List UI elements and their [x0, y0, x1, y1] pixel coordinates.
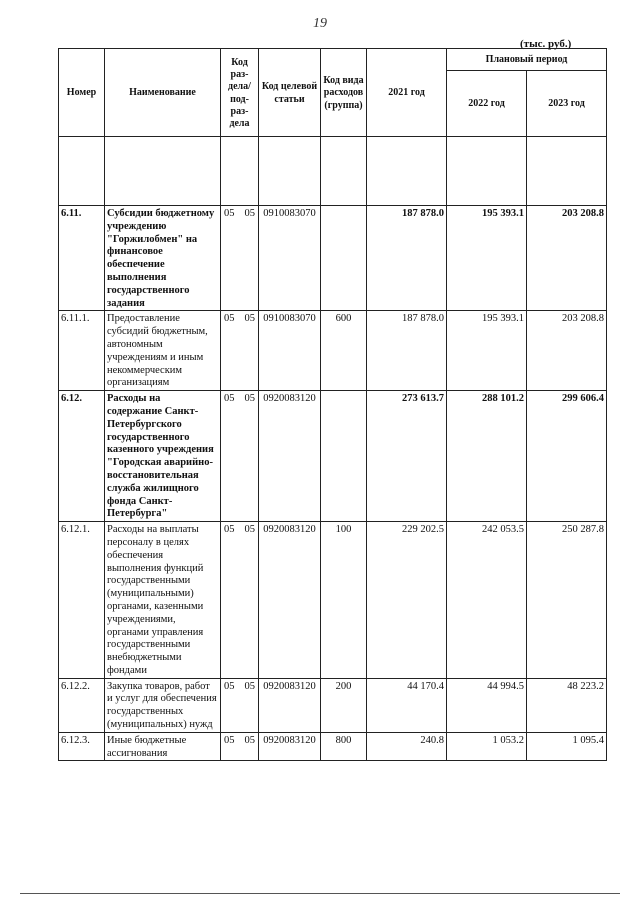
header-planning-period: Плановый период	[447, 49, 607, 71]
row-section-code	[221, 522, 259, 679]
row-value-2021: 273 613.7	[367, 391, 447, 522]
row-subsection: 05	[244, 524, 255, 536]
table-row	[59, 678, 607, 732]
row-value-2021: 229 202.5	[367, 522, 447, 679]
table-body	[59, 206, 607, 761]
row-section-code	[221, 732, 259, 761]
header-name: Наименование	[105, 49, 221, 137]
table-row	[59, 391, 607, 522]
row-section-code	[221, 678, 259, 732]
table-row	[59, 732, 607, 761]
row-section: 05	[224, 393, 235, 405]
row-section-code	[221, 206, 259, 311]
row-value-2023: 203 208.8	[527, 311, 607, 391]
row-target-code: 0920083120	[259, 522, 321, 679]
header-year-2022: 2022 год	[447, 71, 527, 137]
row-expense-type	[321, 206, 367, 311]
row-value-2021: 187 878.0	[367, 206, 447, 311]
page-number: 19	[313, 16, 327, 31]
row-name: Субсидии бюджетному учреждению "Горжилобмен" на финансовое обеспечение выполнения государственного задания	[105, 206, 221, 311]
row-expense-type: 600	[321, 311, 367, 391]
header-section-code: Код раз- дела/ под- раз- дела	[221, 49, 259, 137]
row-target-code: 0910083070	[259, 311, 321, 391]
row-value-2022: 195 393.1	[447, 311, 527, 391]
row-value-2022: 242 053.5	[447, 522, 527, 679]
row-expense-type: 200	[321, 678, 367, 732]
row-section-code	[221, 311, 259, 391]
row-name: Иные бюджетные ассигнования	[105, 732, 221, 761]
header-year-2023: 2023 год	[527, 71, 607, 137]
row-section: 05	[224, 734, 235, 746]
row-value-2023: 1 095.4	[527, 732, 607, 761]
table-row	[59, 206, 607, 311]
row-subsection: 05	[244, 680, 255, 692]
row-value-2022: 1 053.2	[447, 732, 527, 761]
row-name: Расходы на выплаты персоналу в целях обеспечения выполнения функций государственными (муниципальными) органами, казенными учреждениями, органами управления государственными внебюджетными фондами	[105, 522, 221, 679]
row-value-2021: 240.8	[367, 732, 447, 761]
table-row	[59, 522, 607, 679]
row-target-code: 0920083120	[259, 391, 321, 522]
row-value-2021: 187 878.0	[367, 311, 447, 391]
row-number: 6.12.3.	[59, 732, 105, 761]
row-subsection: 05	[244, 393, 255, 405]
row-subsection: 05	[244, 313, 255, 325]
row-number: 6.12.2.	[59, 678, 105, 732]
row-expense-type: 800	[321, 732, 367, 761]
row-name: Закупка товаров, работ и услуг для обеспечения государственных (муниципальных) нужд	[105, 678, 221, 732]
row-section-code	[221, 391, 259, 522]
row-number: 6.12.1.	[59, 522, 105, 679]
units-label: (тыс. руб.)	[520, 38, 572, 50]
row-section: 05	[224, 680, 235, 692]
header-year-2021: 2021 год	[367, 49, 447, 137]
header-target-code: Код целевой статьи	[259, 49, 321, 137]
row-value-2022: 44 994.5	[447, 678, 527, 732]
row-number: 6.11.1.	[59, 311, 105, 391]
row-value-2022: 288 101.2	[447, 391, 527, 522]
table-row	[59, 311, 607, 391]
bottom-rule	[20, 893, 620, 894]
row-target-code: 0920083120	[259, 732, 321, 761]
header-spacer-row	[59, 137, 607, 206]
row-subsection: 05	[244, 734, 255, 746]
row-expense-type: 100	[321, 522, 367, 679]
header-number: Номер	[59, 49, 105, 137]
row-target-code: 0910083070	[259, 206, 321, 311]
budget-table	[58, 48, 607, 761]
row-value-2021: 44 170.4	[367, 678, 447, 732]
row-name: Расходы на содержание Санкт-Петербургского государственного казенного учреждения "Городская аварийно-восстановительная служба жилищного фонда Санкт-Петербурга"	[105, 391, 221, 522]
row-expense-type	[321, 391, 367, 522]
row-value-2023: 48 223.2	[527, 678, 607, 732]
row-value-2022: 195 393.1	[447, 206, 527, 311]
row-value-2023: 250 287.8	[527, 522, 607, 679]
row-subsection: 05	[244, 208, 255, 219]
row-section: 05	[224, 313, 235, 325]
row-value-2023: 299 606.4	[527, 391, 607, 522]
row-section: 05	[224, 524, 235, 536]
row-section: 05	[224, 208, 235, 219]
table-header	[59, 49, 607, 206]
row-number: 6.11.	[59, 206, 105, 311]
header-expense-type-code: Код вида расходов (группа)	[321, 49, 367, 137]
row-name: Предоставление субсидий бюджетным, автономным учреждениям и иным некоммерческим организациям	[105, 311, 221, 391]
row-number: 6.12.	[59, 391, 105, 522]
row-target-code: 0920083120	[259, 678, 321, 732]
row-value-2023: 203 208.8	[527, 206, 607, 311]
